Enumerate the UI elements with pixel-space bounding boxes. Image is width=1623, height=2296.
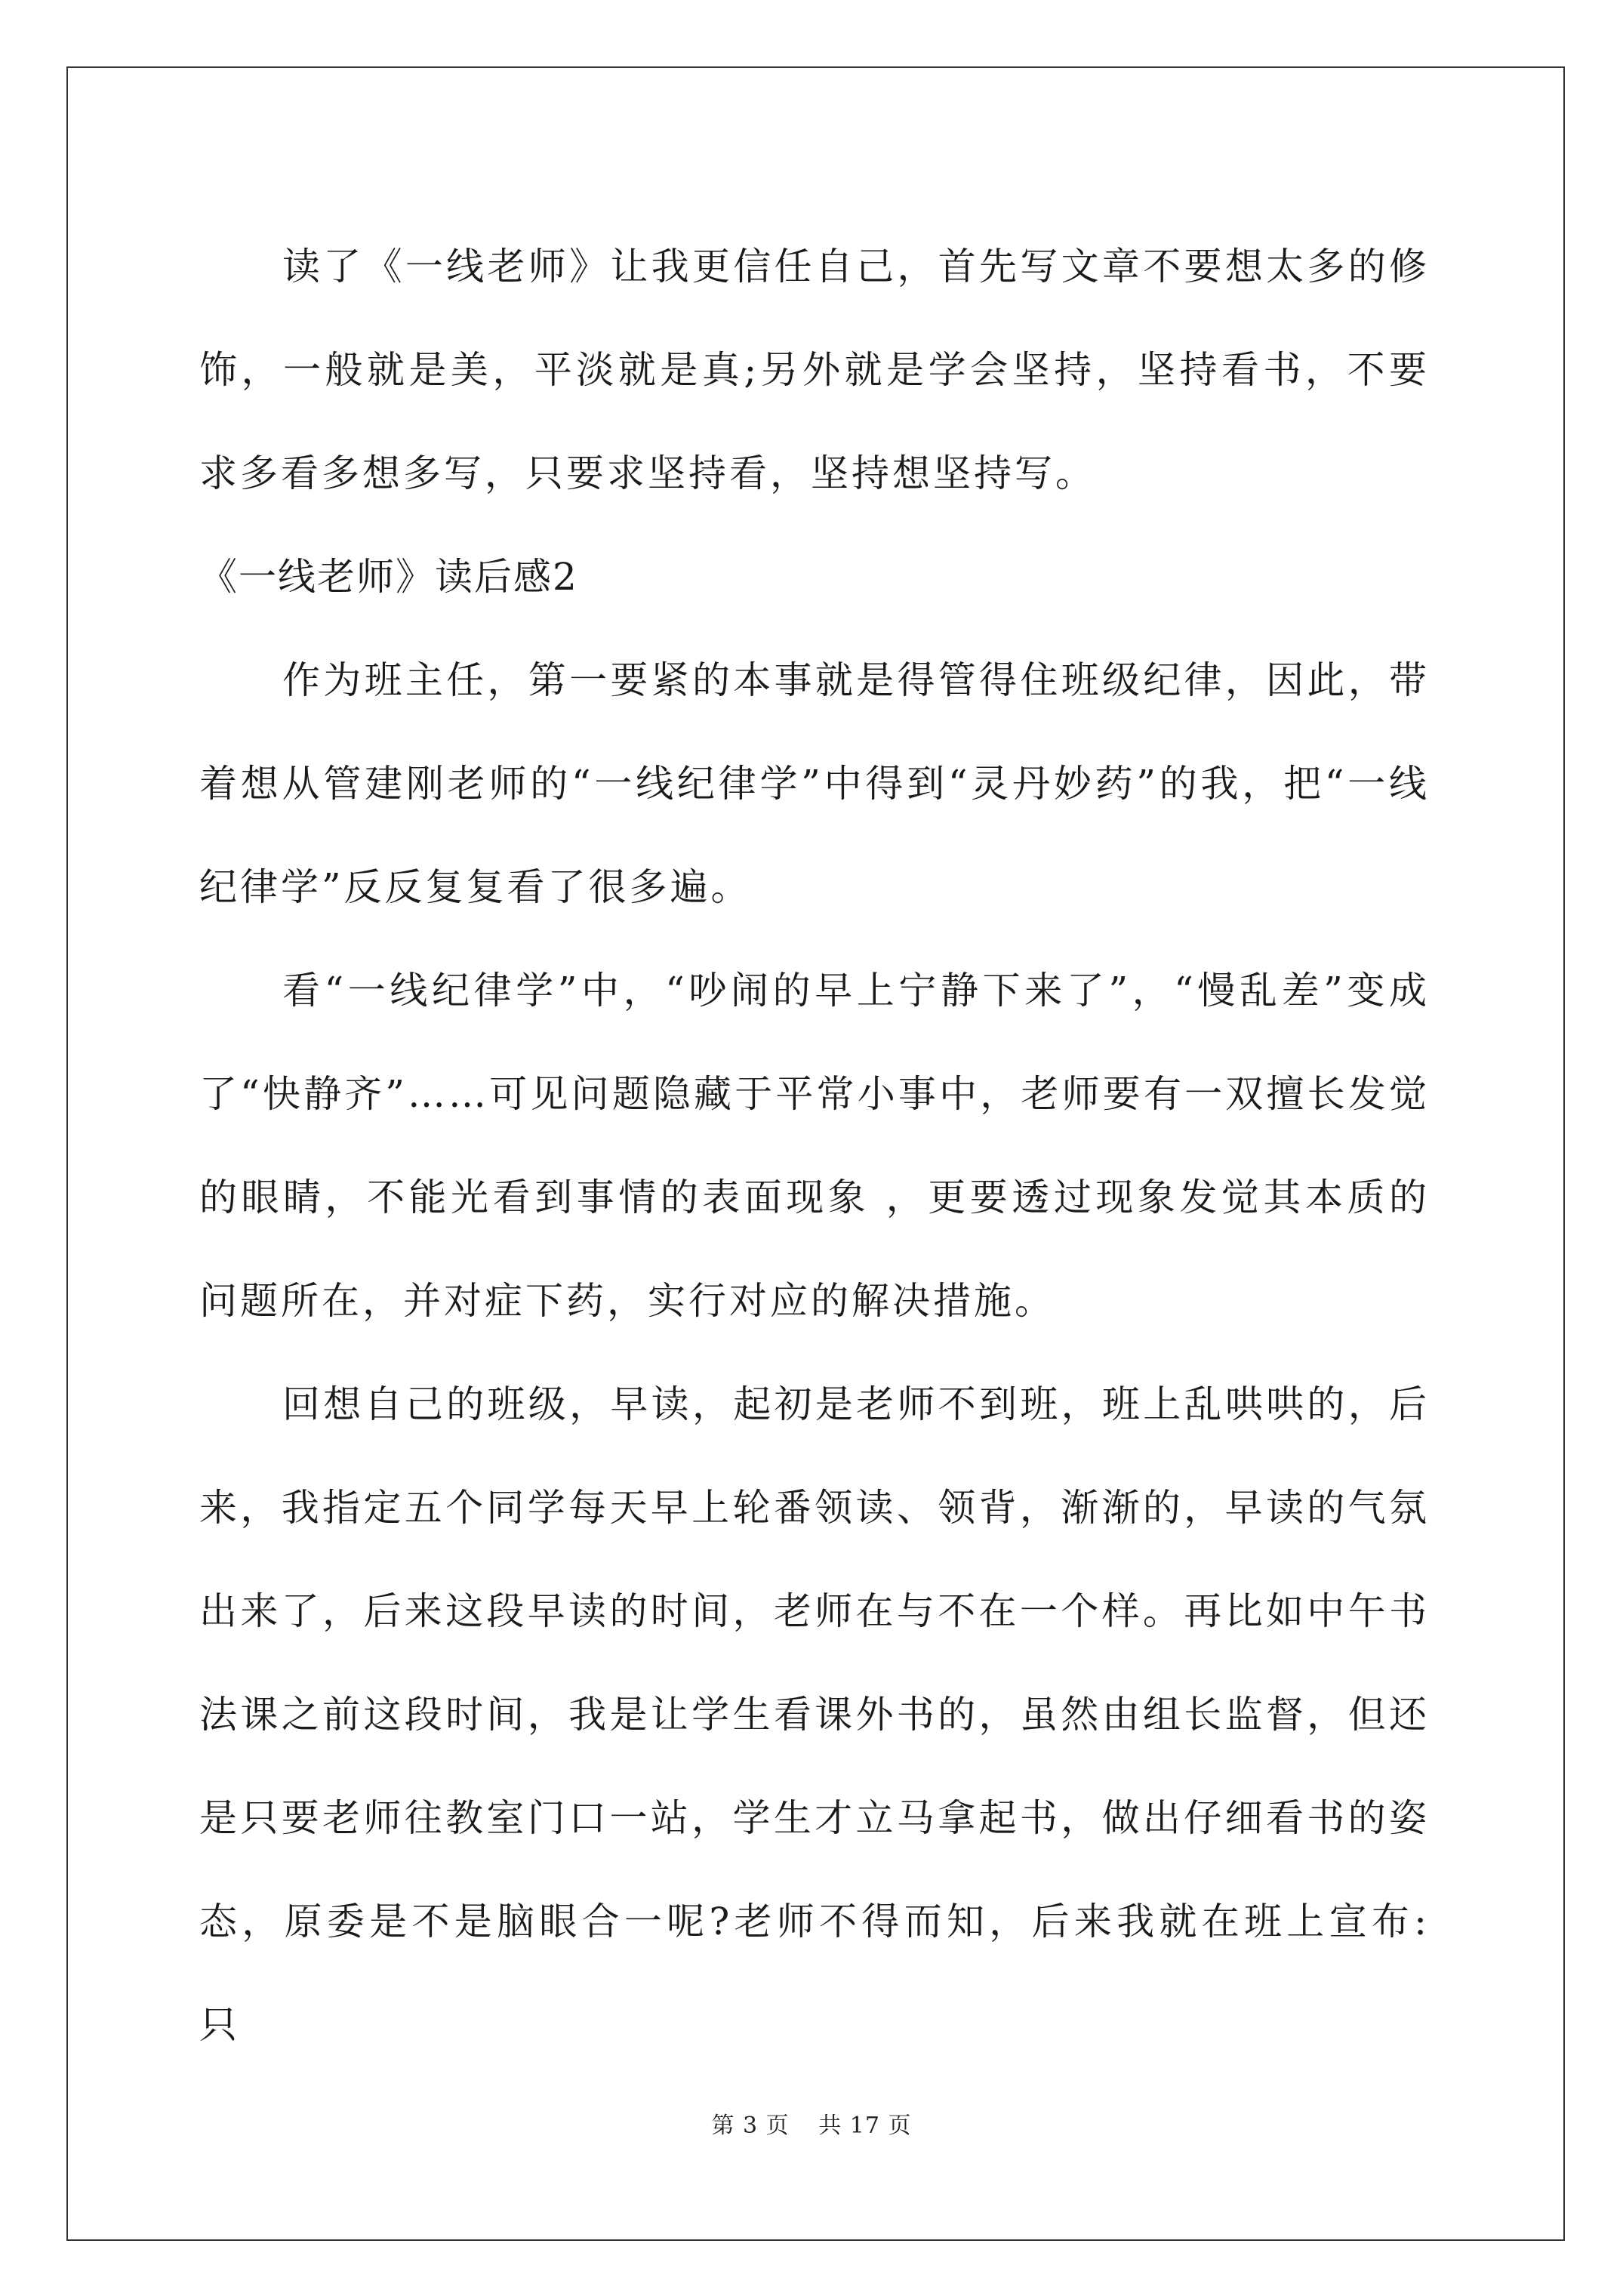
section-heading: 《一线老师》读后感2 — [199, 555, 578, 599]
paragraph-3: 看“一线纪律学”中，“吵闹的早上宁静下来了”，“慢乱差”变成了“快静齐”……可见问题隐藏于平常小事中，老师要有一双擅长发觉的眼睛，不能光看到事情的表面现象 ，更要透过现象发觉其本质的问题所在，并对症下药，实行对应的解决措施。 — [199, 969, 1430, 1323]
paragraph-4: 回想自己的班级，早读，起初是老师不到班，班上乱哄哄的，后来，我指定五个同学每天早上轮番领读、领背，渐渐的，早读的气氛出来了，后来这段早读的时间，老师在与不在一个样。再比如中午书法课之前这段时间，我是让学生看课外书的，虽然由组长监督，但还是只要老师往教室门口一站，学生才立马拿起书，做出仔细看书的姿态，原委是不是脑眼合一呢?老师不得而知，后来我就在班上宣布: 只 — [199, 1382, 1430, 2047]
document-body — [199, 215, 1430, 2077]
page-footer — [0, 2106, 1623, 2140]
paragraph-1: 读了《一线老师》让我更信任自己，首先写文章不要想太多的修饰，一般就是美，平淡就是真;另外就是学会坚持，坚持看书，不要求多看多想多写，只要求坚持看，坚持想坚持写。 — [199, 245, 1430, 495]
paragraph-2: 作为班主任，第一要紧的本事就是得管得住班级纪律，因此，带着想从管建刚老师的“一线纪律学”中得到“灵丹妙药”的我，把“一线纪律学”反反复复看了很多遍。 — [199, 658, 1430, 909]
page-number: 第 3 页 — [711, 2113, 790, 2139]
page-total: 共 17 页 — [818, 2113, 912, 2139]
